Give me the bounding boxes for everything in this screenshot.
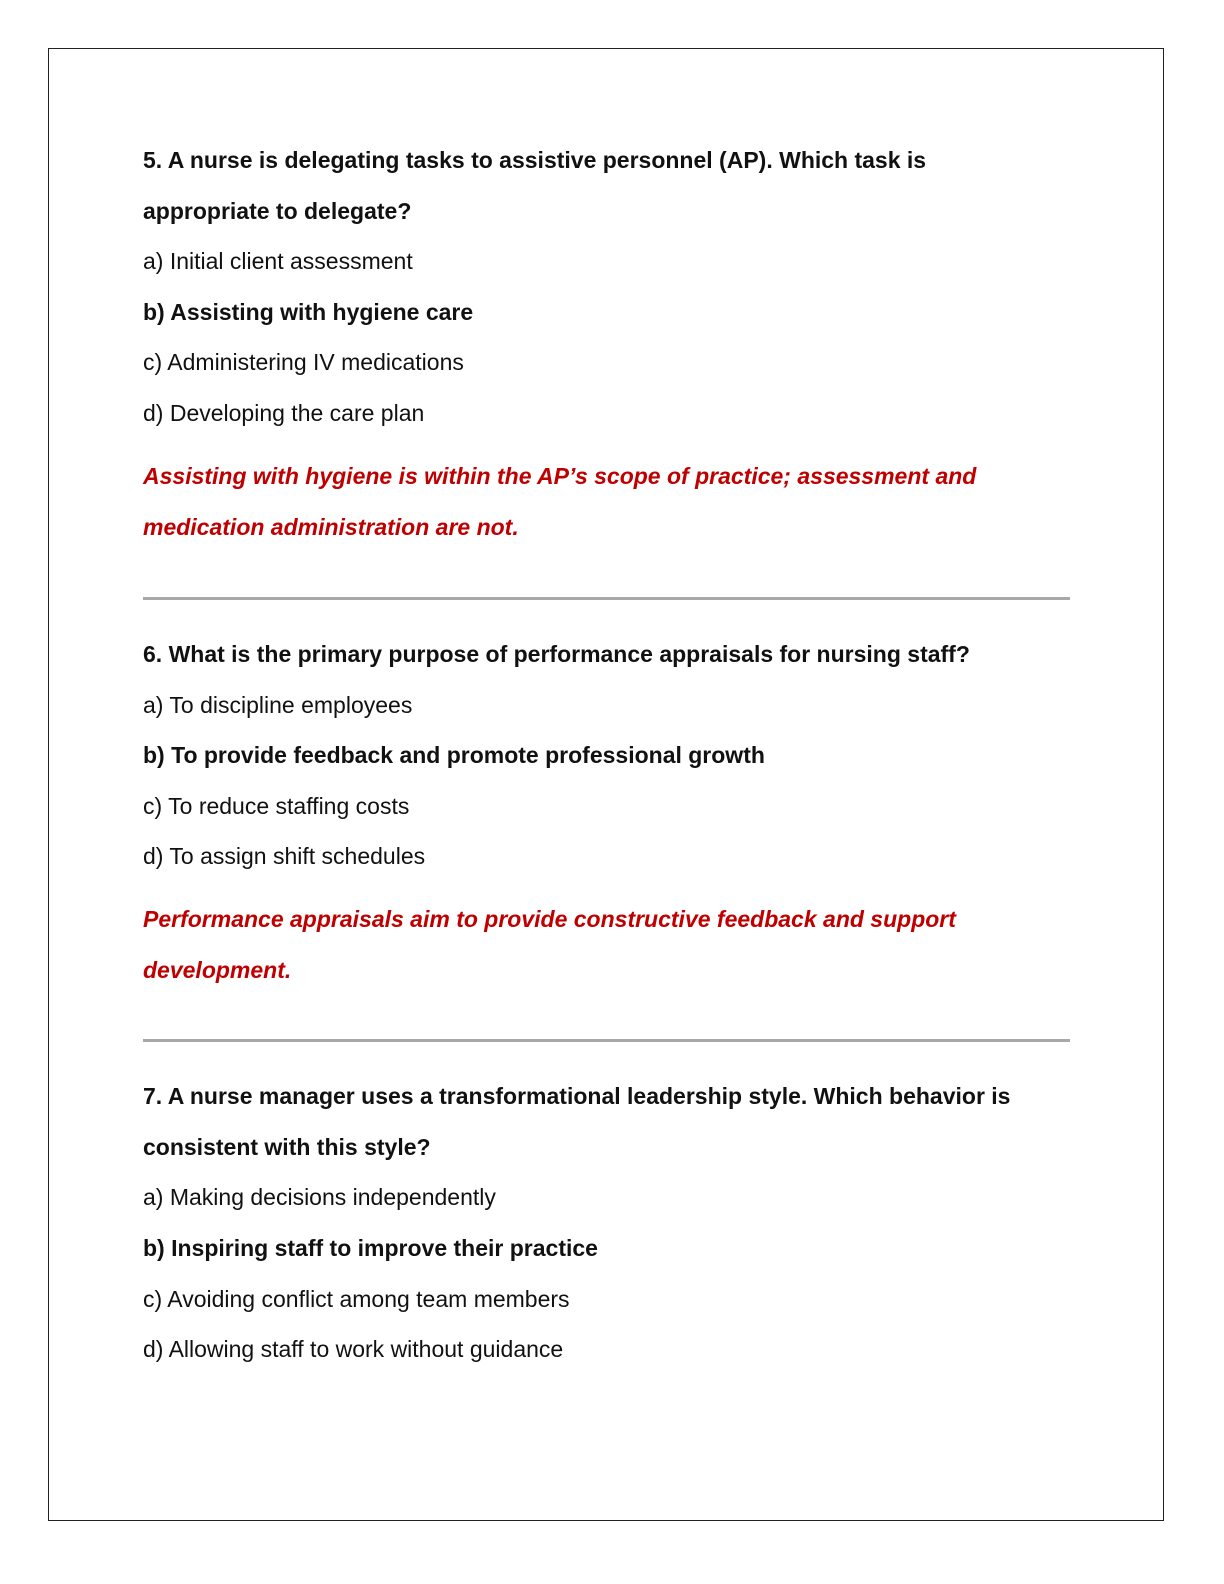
question-stem: 7. A nurse manager uses a transformational leadership style. Which behavior is [143,1083,1011,1109]
answer-option-c: c) Avoiding conflict among team members [143,1286,570,1312]
answer-option-d: d) Allowing staff to work without guidance [143,1336,564,1362]
answer-option-a: a) Initial client assessment [143,248,413,274]
answer-rationale: Performance appraisals aim to provide constructive feedback and support [143,906,956,932]
question-stem: 6. What is the primary purpose of performance appraisals for nursing staff? [143,641,970,667]
answer-option-b-correct: b) Assisting with hygiene care [143,299,474,325]
answer-rationale: medication administration are not. [143,514,519,540]
answer-option-c: c) Administering IV medications [143,349,464,375]
question-stem: appropriate to delegate? [143,198,412,224]
answer-option-c: c) To reduce staffing costs [143,793,410,819]
question-stem: consistent with this style? [143,1134,431,1160]
answer-option-a: a) To discipline employees [143,692,413,718]
answer-option-a: a) Making decisions independently [143,1184,496,1210]
section-divider [143,597,1070,600]
question-stem: 5. A nurse is delegating tasks to assistive personnel (AP). Which task is [143,147,927,173]
answer-option-b-correct: b) Inspiring staff to improve their practice [143,1235,598,1261]
answer-option-b-correct: b) To provide feedback and promote professional growth [143,742,765,768]
answer-rationale: Assisting with hygiene is within the AP’s scope of practice; assessment and [143,463,977,489]
answer-option-d: d) Developing the care plan [143,400,425,426]
answer-option-d: d) To assign shift schedules [143,843,426,869]
answer-rationale: development. [143,957,292,983]
section-divider [143,1039,1070,1042]
